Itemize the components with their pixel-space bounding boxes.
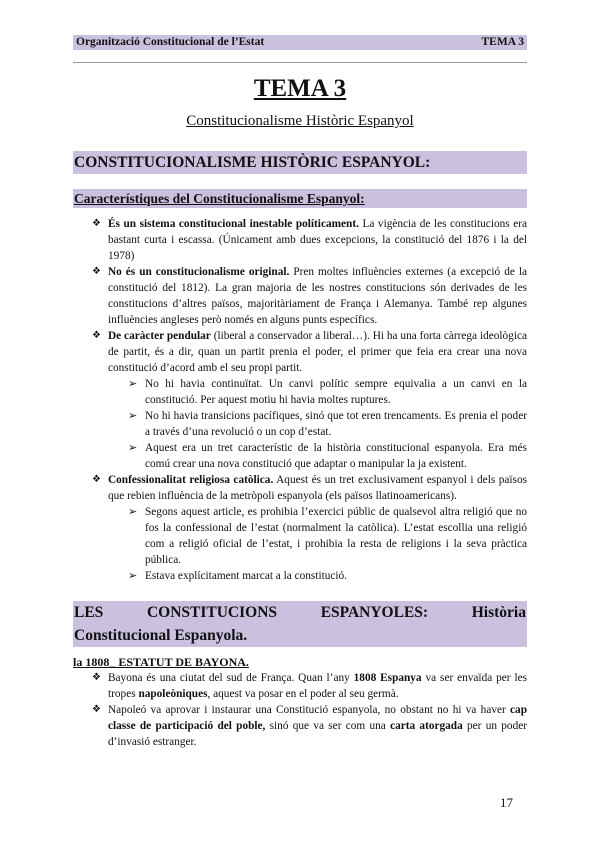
sub-list-item: No hi havia transicions pacífiques, sinó que tot eren trencaments. Es prenia el poder a través d’una revolució o un cop d’estat. — [145, 410, 527, 438]
list-item — [108, 264, 527, 328]
item-text: (liberal a conservador a liberal…). Hi ha una forta càrrega ideològica de partit, és a dir, quan un partit prenia el poder, el primer que feia era crear una nova constitució d’acord amb el seu propi partit. — [108, 330, 527, 374]
list-item — [108, 670, 527, 702]
item-text: va ser envaïda per les tropes — [108, 672, 527, 700]
diamond-bullet-icon: ❖ — [92, 330, 101, 341]
sub-list-item: No hi havia continuïtat. Un canvi polític sempre equivalia a un canvi en la constitució. Per aquest motiu hi havia moltes ruptures. — [145, 378, 527, 406]
list-item — [108, 216, 527, 264]
arrow-bullet-icon: ➢ — [128, 442, 138, 454]
item-bold: 1808 Espanya — [353, 672, 422, 684]
item-bold: Confessionalitat religiosa catòlica. — [108, 474, 274, 486]
diamond-bullet-icon: ❖ — [92, 218, 101, 229]
sub-list-item: Segons aquest article, es prohibia l’exercici públic de qualsevol altra religió que no fos la confessional de l’estat (normalment la catòlica). L’estat escollia una religió com a religió oficial de l’estat, i prohibia la resta de religions i la seva pràctica pública. — [145, 506, 527, 566]
section-heading-line: Constitucional Espanyola. — [74, 627, 248, 644]
diamond-bullet-icon: ❖ — [92, 672, 101, 683]
running-header — [73, 35, 527, 50]
header-rule — [73, 62, 527, 63]
section-heading — [73, 601, 527, 647]
page-subtitle: Constitucionalisme Històric Espanyol — [186, 113, 414, 129]
item-text: La vigència de les constitucions era bastant curta i escassa. (Únicament amb dues excepcions, la constitució del 1876 i la del 1978) — [108, 218, 527, 262]
item-bold: cap classe de participació del poble, — [108, 704, 527, 732]
arrow-bullet-icon: ➢ — [128, 378, 138, 390]
diamond-bullet-icon: ❖ — [92, 474, 101, 485]
sub-list-item: Aquest era un tret característic de la història constitucional espanyola. Era més comú crear una nova constitució que adaptar o manipular la ja existent. — [145, 442, 527, 470]
item-bold: napoleòniques — [138, 688, 208, 700]
item-text: Bayona és una ciutat del sud de França. Quan l’any — [108, 672, 354, 684]
sub-list-item: Estava explícitament marcat a la constitució. — [145, 570, 348, 582]
diamond-bullet-icon: ❖ — [92, 704, 101, 715]
section-heading: CONSTITUCIONALISME HISTÒRIC ESPANYOL: — [73, 151, 527, 174]
subsection-heading: Característiques del Constitucionalisme Espanyol: — [73, 189, 527, 208]
item-bold: De caràcter pendular — [108, 330, 211, 342]
diamond-bullet-icon: ❖ — [92, 266, 101, 277]
item-bold: És un sistema constitucional inestable políticament. — [108, 218, 359, 230]
arrow-bullet-icon: ➢ — [128, 506, 138, 518]
item-text: Pren moltes influències externes (a excepció de la constitució del 1812). La gran majoria de les nostres constitucions són derivades de les constitucions d’altres països, majoritàriament de França i Alemanya. També rep algunes influències angleses però només en alguns punts específics. — [108, 266, 527, 326]
list-item — [108, 472, 527, 504]
item-text: Napoleó va aprovar i instaurar una Constitució espanyola, no obstant no hi va haver — [108, 704, 511, 716]
arrow-bullet-icon: ➢ — [128, 410, 138, 422]
item-text: , aquest va posar en el poder al seu germà. — [207, 688, 399, 700]
section-heading-line: LES CONSTITUCIONS ESPANYOLES: Història — [74, 604, 526, 621]
item-text: Aquest és un tret exclusivament espanyol i dels països que rebien influència de la metròpoli espanyola (els països llatinoamericans). — [108, 474, 527, 502]
item-text: per un poder d’invasió estranger. — [108, 720, 528, 748]
page-number: 17 — [500, 795, 513, 810]
list-item — [108, 328, 527, 376]
item-bold: carta atorgada — [390, 720, 463, 732]
item-bold: No és un constitucionalisme original. — [108, 266, 290, 278]
arrow-bullet-icon: ➢ — [128, 570, 138, 582]
list-item — [108, 702, 527, 750]
item-text: sinó que va ser com una — [265, 720, 391, 732]
page-title: TEMA 3 — [253, 75, 347, 102]
header-course-title: Organització Constitucional de l’Estat — [76, 36, 265, 48]
header-topic: TEMA 3 — [481, 36, 524, 48]
subsection-heading: la 1808_ ESTATUT DE BAYONA. — [73, 655, 249, 669]
